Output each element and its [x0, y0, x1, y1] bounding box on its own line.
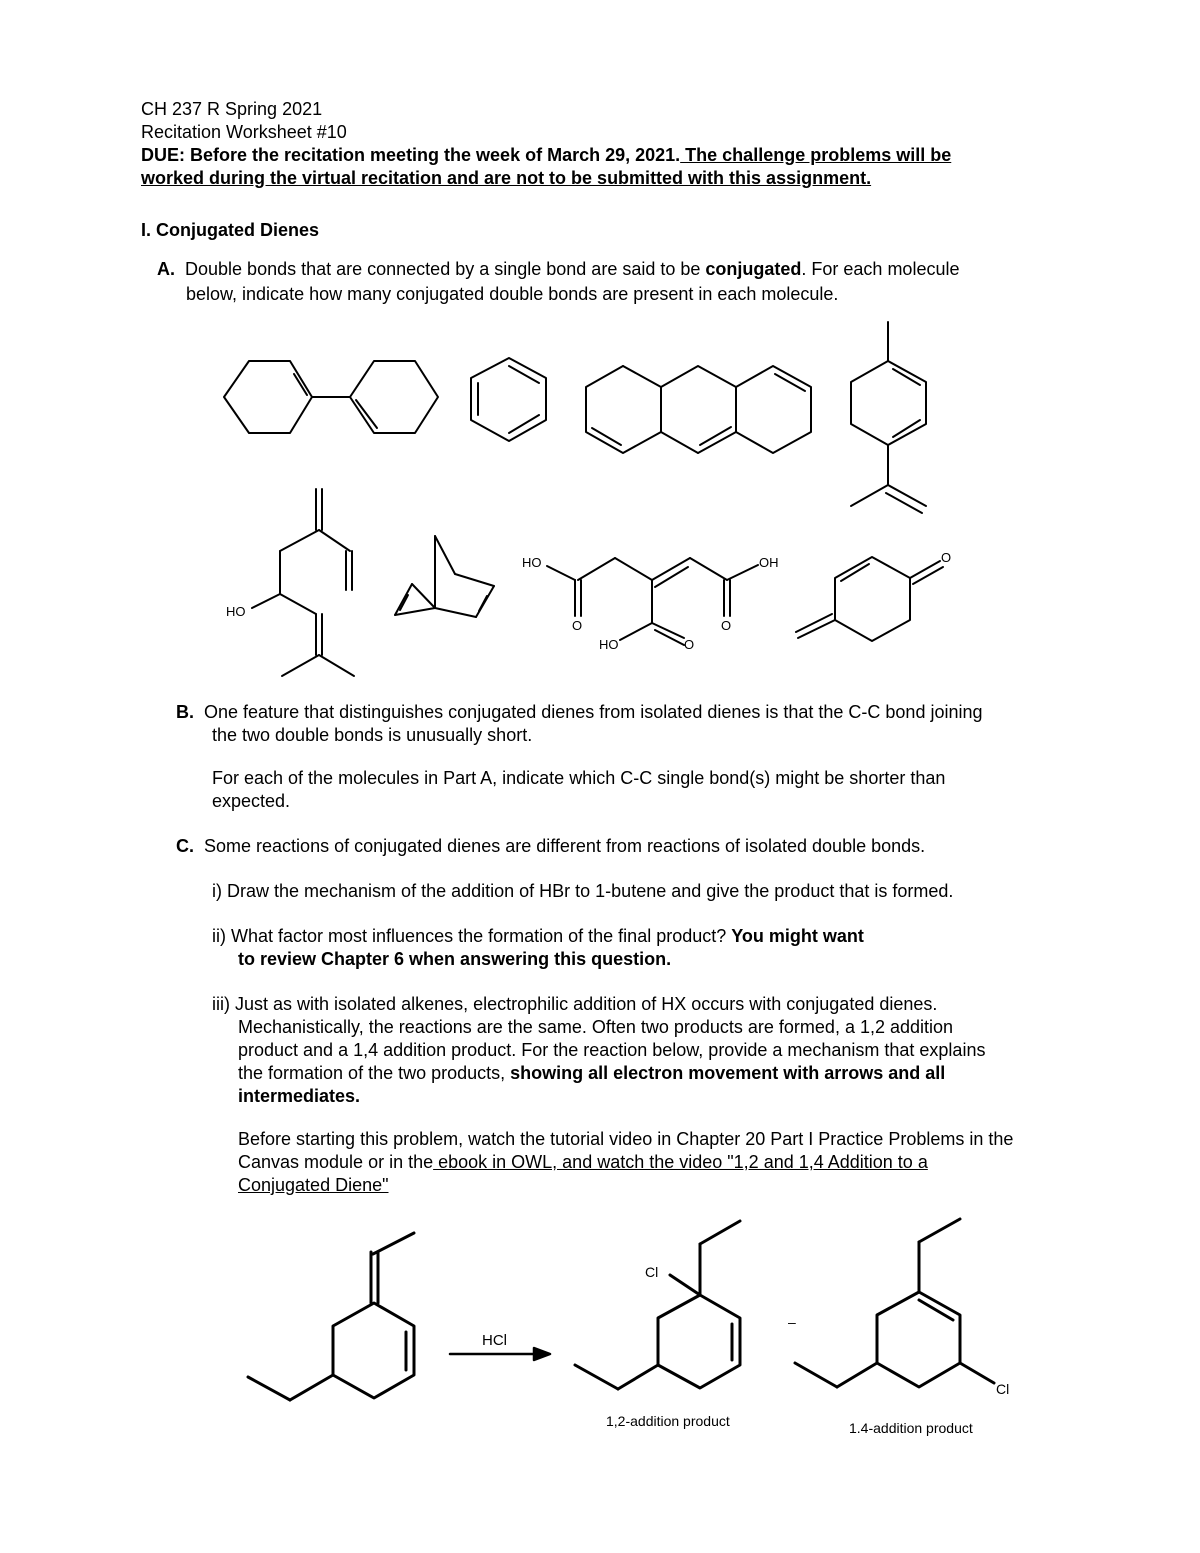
due-text: Before the recitation meeting the week of March 29, 2021. — [185, 145, 681, 165]
part-c-ii-bold-2: to review Chapter 6 when answering this question. — [238, 949, 672, 969]
triacid-oh-right: OH — [759, 555, 779, 570]
part-c-intro-text: Some reactions of conjugated dienes are different from reactions of isolated double bonds. — [204, 836, 926, 856]
worksheet-title: Recitation Worksheet #10 — [141, 122, 347, 142]
part-a-label: A. — [157, 259, 175, 279]
cl-14-label: Cl — [996, 1381, 1010, 1397]
part-c-iii-line-1: iii) Just as with isolated alkenes, electrophilic addition of HX occurs with conjugated dienes. — [212, 994, 938, 1014]
owl-video-link-1[interactable]: ebook in OWL, and watch the video "1,2 and 1,4 Addition to a — [433, 1152, 928, 1172]
due-label: DUE: — [141, 145, 185, 165]
dienol-oh-label: HO — [226, 604, 246, 619]
challenge-text-1: The challenge problems will be — [680, 145, 952, 165]
product-12-label: 1,2-addition product — [606, 1413, 730, 1429]
video-line-1: Before starting this problem, watch the tutorial video in Chapter 20 Part I Practice Problems in the — [238, 1129, 1014, 1149]
part-c-ii-text: ii) What factor most influences the formation of the final product? — [212, 926, 732, 946]
part-c-ii-bold-1: You might want — [731, 926, 864, 946]
product-14-label: 1.4-addition product — [849, 1420, 973, 1436]
triacid-o-left: O — [572, 618, 583, 633]
triacid-ho-bottom: HO — [599, 637, 619, 652]
dienone-o-label: O — [941, 550, 952, 565]
triacid-ho-left: HO — [522, 555, 542, 570]
section-heading: I. Conjugated Dienes — [141, 220, 320, 240]
part-a-bold-word: conjugated — [705, 259, 802, 279]
video-line-2-plain: Canvas module or in the — [238, 1152, 434, 1172]
triacid-o-right: O — [721, 618, 732, 633]
part-c-iii-line-4-bold: showing all electron movement with arrows and all — [510, 1063, 946, 1083]
part-c-iii-line-5: intermediates. — [238, 1086, 361, 1106]
part-a-line-2: below, indicate how many conjugated double bonds are present in each molecule. — [186, 284, 839, 304]
product-separator: – — [788, 1314, 796, 1330]
course-title: CH 237 R Spring 2021 — [141, 99, 323, 119]
product-14 — [795, 1219, 994, 1387]
part-b-line-2: the two double bonds is unusually short. — [212, 725, 533, 745]
challenge-text-2: worked during the virtual recitation and are not to be submitted with this assignment. — [141, 168, 872, 188]
triacid-o-bottom: O — [684, 637, 695, 652]
part-c-iii-line-4-plain: the formation of the two products, — [238, 1063, 511, 1083]
part-b-line-3: For each of the molecules in Part A, indicate which C-C single bond(s) might be shorter than — [212, 768, 946, 788]
part-a-text-2: . For each molecule — [801, 259, 960, 279]
part-c-label: C. — [176, 836, 194, 856]
part-c-i: i) Draw the mechanism of the addition of HBr to 1-butene and give the product that is formed. — [212, 881, 954, 901]
part-c-iii-line-2: Mechanistically, the reactions are the same. Often two products are formed, a 1,2 addition — [238, 1017, 954, 1037]
reaction-arrow — [450, 1348, 550, 1360]
part-b-text-1: One feature that distinguishes conjugated dienes from isolated dienes is that the C-C bond joining — [204, 702, 983, 722]
cl-12-label: Cl — [645, 1264, 659, 1280]
part-b-line-4: expected. — [212, 791, 291, 811]
product-12 — [575, 1221, 740, 1389]
reactant-diene — [248, 1233, 414, 1400]
part-a-text-1: Double bonds that are connected by a single bond are said to be — [185, 259, 706, 279]
part-b-label: B. — [176, 702, 194, 722]
reagent-label: HCl — [482, 1332, 507, 1349]
part-c-iii-line-3: product and a 1,4 addition product. For the reaction below, provide a mechanism that explains — [238, 1040, 986, 1060]
owl-video-link-2[interactable]: Conjugated Diene" — [238, 1175, 389, 1195]
